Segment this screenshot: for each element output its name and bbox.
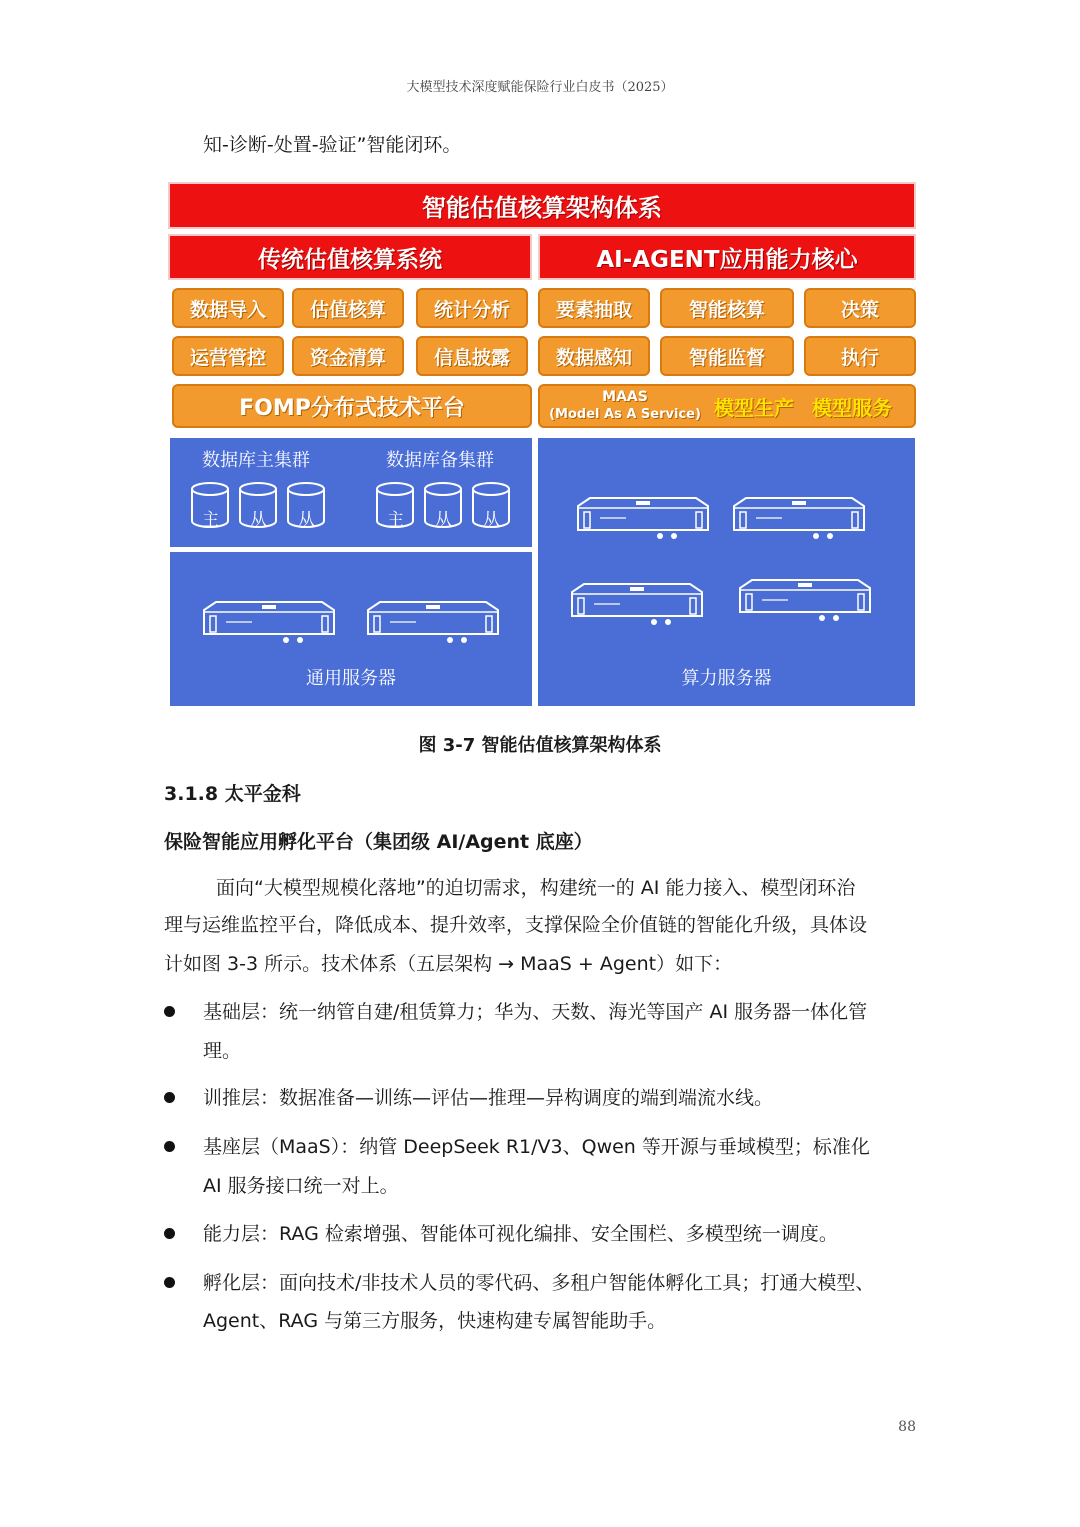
db-node-replica: 从: [250, 510, 267, 530]
intro-line: 知-诊断-处置-验证”智能闭环。: [203, 134, 462, 156]
general-server-panel: [170, 552, 532, 706]
compute-server-label: 算力服务器: [681, 668, 772, 689]
db-backup-label: 数据库备集群: [386, 450, 494, 471]
section-heading: 3.1.8 太平金科: [164, 783, 301, 805]
bullet-text: 基础层：统一纳管自建/租赁算力；华为、天数、海光等国产 AI 服务器一体化管: [203, 1001, 868, 1023]
bullet-text: 基座层（MaaS）：纳管 DeepSeek R1/V3、Qwen 等开源与垂域模型；标准化: [203, 1136, 870, 1158]
db-node-primary: 主: [202, 510, 219, 530]
module-smart-accounting: 智能核算: [660, 288, 794, 328]
bullet-icon: [164, 1228, 175, 1239]
bullet-text: 能力层：RAG 检索增强、智能体可视化编排、安全围栏、多模型统一调度。: [203, 1223, 838, 1245]
maas-title: MAAS: [602, 389, 648, 405]
module-execution: 执行: [804, 336, 916, 376]
module-data-import: 数据导入: [172, 288, 284, 328]
module-decision: 决策: [804, 288, 916, 328]
module-disclosure: 信息披露: [416, 336, 528, 376]
module-smart-supervision: 智能监督: [660, 336, 794, 376]
module-extraction: 要素抽取: [538, 288, 650, 328]
compute-server-panel: [538, 438, 915, 706]
bullet-icon: [164, 1006, 175, 1017]
module-statistics: 统计分析: [416, 288, 528, 328]
server-icon: [202, 600, 336, 644]
maas-platform: [538, 384, 916, 428]
module-settlement: 资金清算: [292, 336, 404, 376]
server-icon: [570, 582, 704, 626]
server-icon: [576, 496, 710, 540]
db-node-replica: 从: [435, 510, 452, 530]
module-data-perception: 数据感知: [538, 336, 650, 376]
page-number: 88: [898, 1419, 916, 1435]
bullet-icon: [164, 1141, 175, 1152]
fomp-platform: FOMP分布式技术平台: [172, 384, 532, 428]
general-server-label: 通用服务器: [306, 668, 396, 689]
db-cluster-panel: [170, 438, 532, 547]
bullet-icon: [164, 1092, 175, 1103]
paragraph-line: 理与运维监控平台，降低成本、提升效率，支撑保险全价值链的智能化升级，具体设: [164, 914, 868, 936]
bullet-text: 训推层：数据准备—训练—评估—推理—异构调度的端到端流水线。: [203, 1087, 774, 1109]
module-operations: 运营管控: [172, 336, 284, 376]
maas-model-production: 模型生产: [714, 395, 794, 420]
db-node-primary: 主: [387, 510, 404, 530]
db-node-replica: 从: [298, 510, 315, 530]
maas-subtitle: (Model As A Service): [549, 407, 701, 422]
db-primary-label: 数据库主集群: [202, 450, 310, 471]
right-header: AI-AGENT应用能力核心: [538, 234, 916, 280]
bullet-icon: [164, 1277, 175, 1288]
server-icon: [738, 578, 872, 622]
sub-heading: 保险智能应用孵化平台（集团级 AI/Agent 底座）: [164, 831, 593, 853]
module-valuation: 估值核算: [292, 288, 404, 328]
diagram-title: 智能估值核算架构体系: [168, 182, 916, 229]
server-icon: [366, 600, 500, 644]
paragraph-line: 面向“大模型规模化落地”的迫切需求，构建统一的 AI 能力接入、模型闭环治: [216, 877, 856, 899]
running-header: 大模型技术深度赋能保险行业白皮书（2025）: [406, 80, 674, 95]
bullet-text: 孵化层：面向技术/非技术人员的零代码、多租户智能体孵化工具；打通大模型、: [203, 1272, 875, 1294]
db-node-replica: 从: [483, 510, 500, 530]
maas-model-service: 模型服务: [812, 395, 892, 420]
bullet-text-continued: 理。: [203, 1040, 242, 1062]
bullet-text-continued: Agent、RAG 与第三方服务，快速构建专属智能助手。: [203, 1310, 667, 1332]
figure-caption: 图 3-7 智能估值核算架构体系: [418, 735, 662, 756]
architecture-diagram: [168, 182, 916, 708]
paragraph-line: 计如图 3-3 所示。技术体系（五层架构 → MaaS + Agent）如下：: [164, 953, 733, 975]
server-icon: [732, 496, 866, 540]
bullet-text-continued: AI 服务接口统一对上。: [203, 1175, 399, 1197]
left-header: 传统估值核算系统: [168, 234, 532, 280]
